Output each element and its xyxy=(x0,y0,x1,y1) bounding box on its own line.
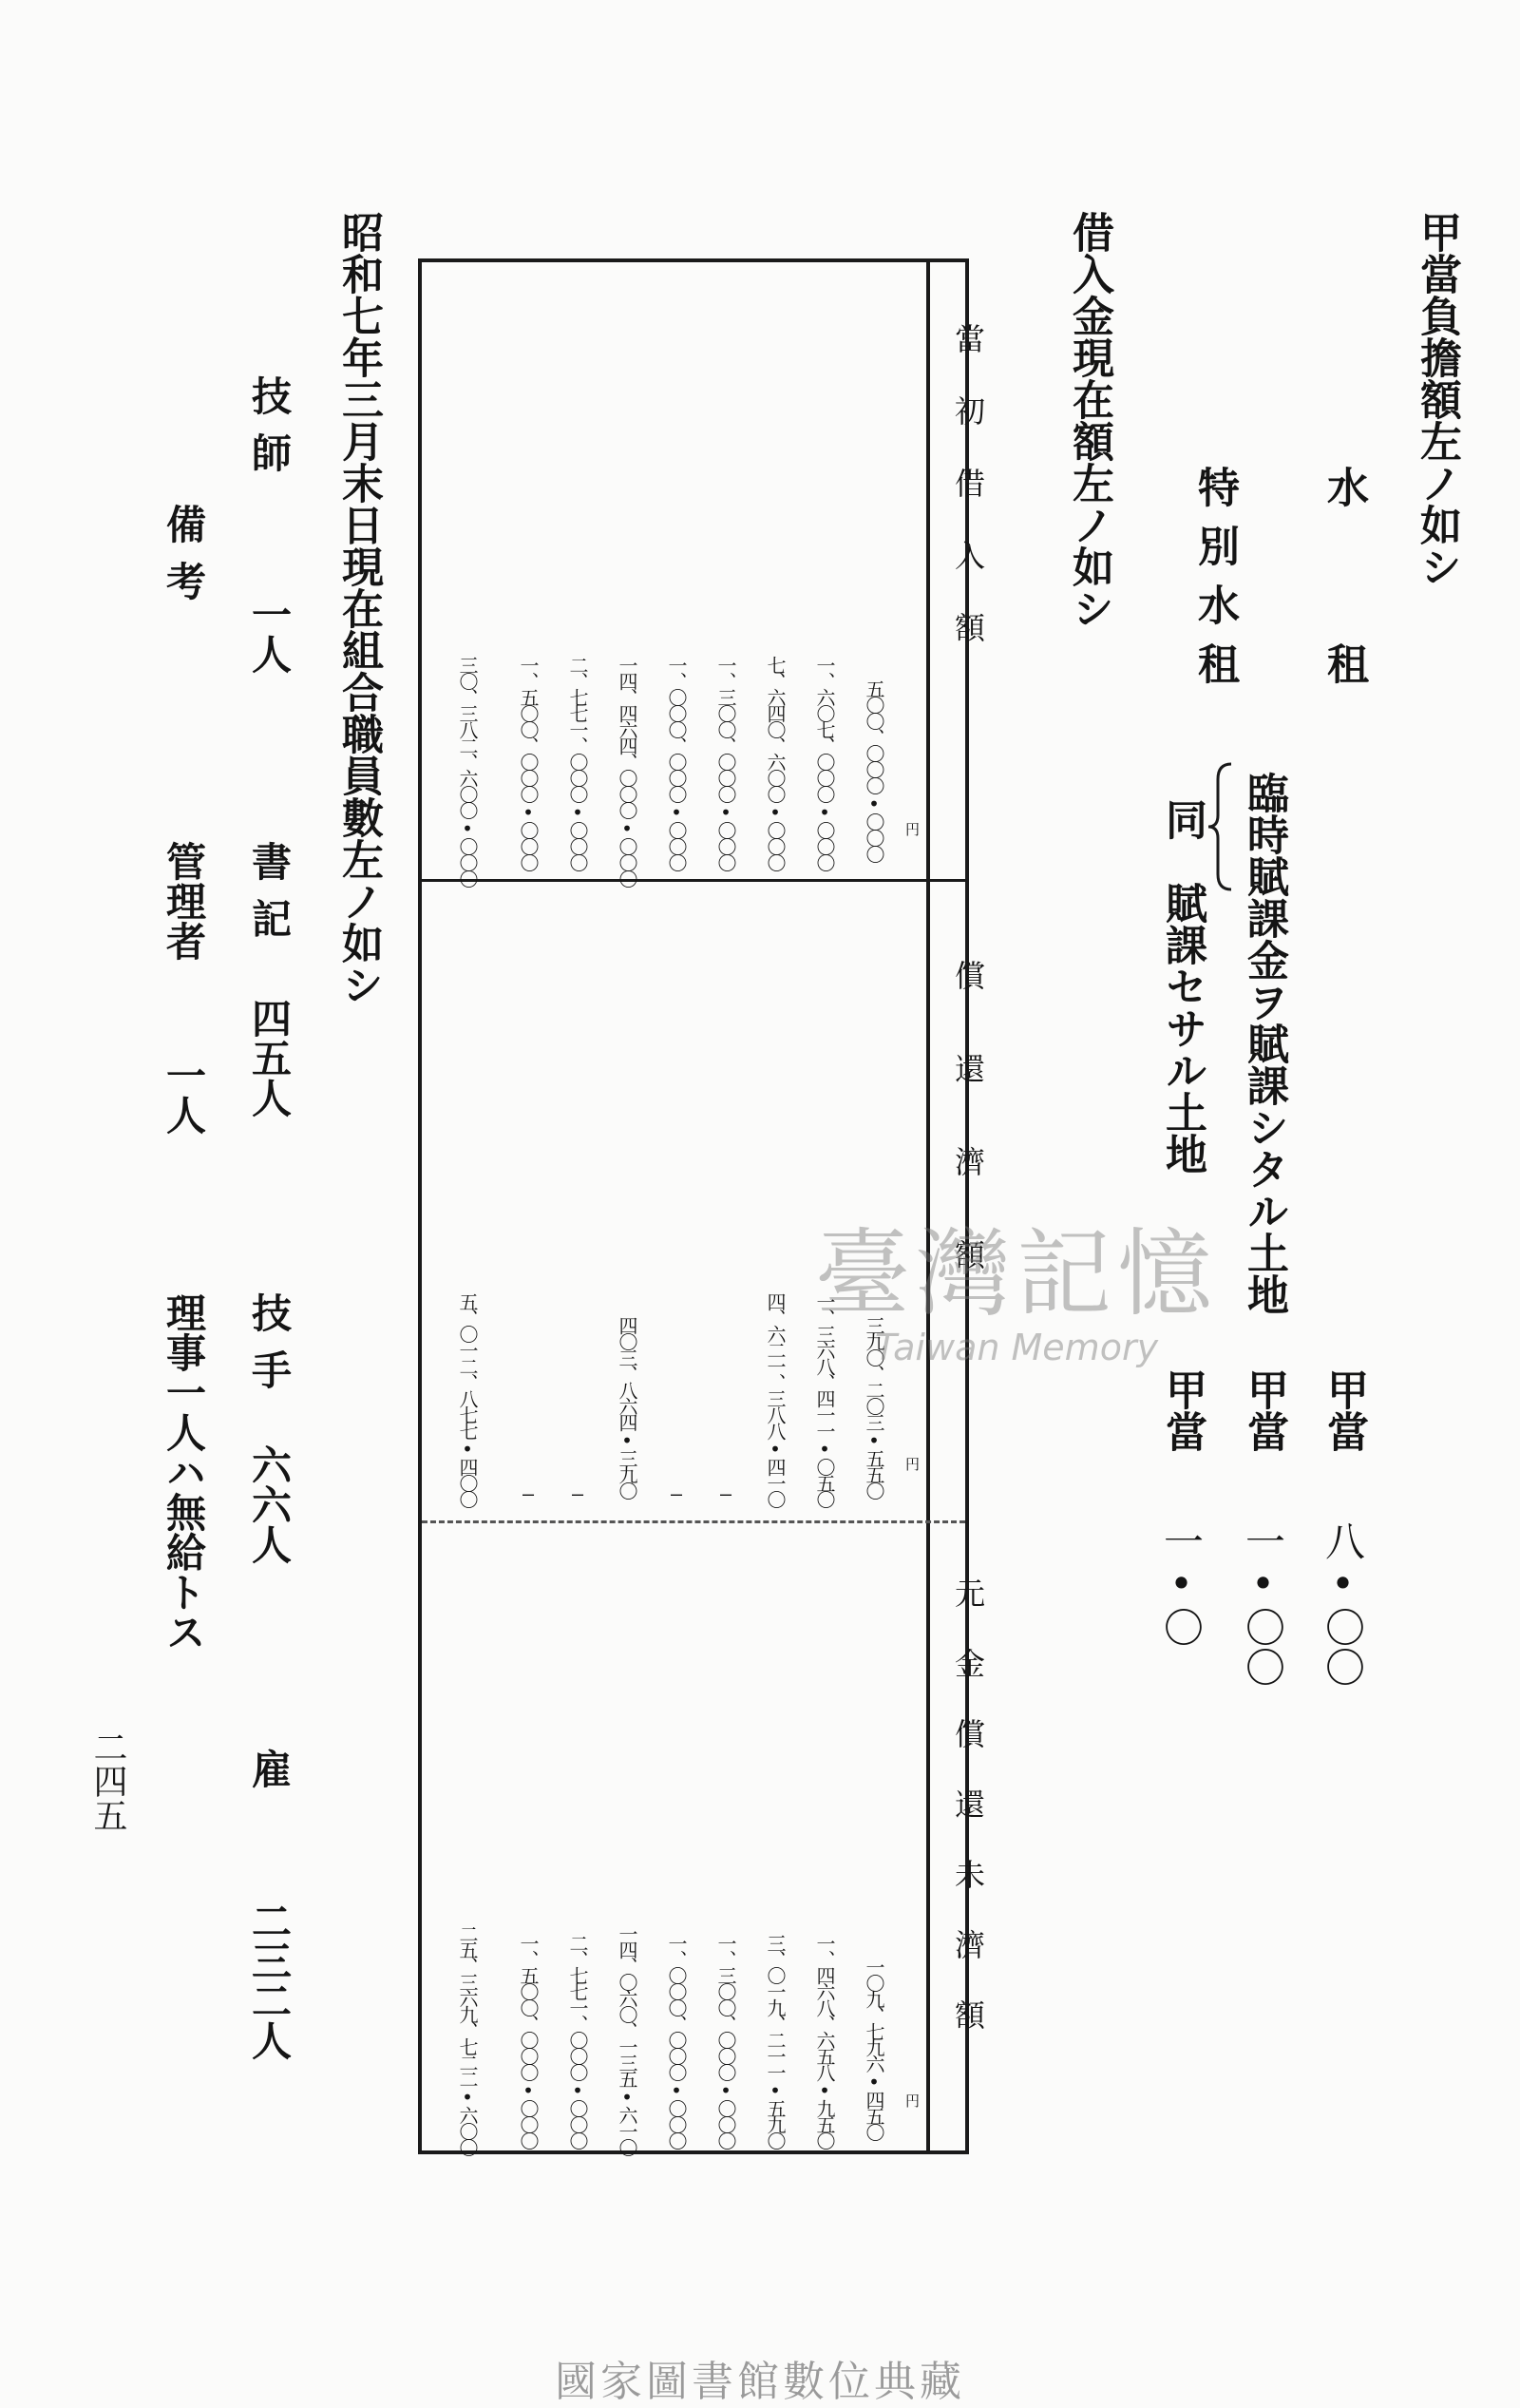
staff-clerk-label: 書記 xyxy=(246,841,293,955)
special-row-1-amount: 一•〇〇 xyxy=(1240,1520,1286,1687)
initial-loan-4: 一、三〇〇、〇〇〇•〇〇〇 xyxy=(714,656,737,870)
initial-loan-2: 一、六〇七、〇〇〇•〇〇〇 xyxy=(813,656,836,870)
manager-label: 管理者 xyxy=(161,841,207,961)
outstanding-6: 一四、〇六〇、一三五•六一〇 xyxy=(616,1924,638,2154)
manager-count: 一人 xyxy=(161,1055,207,1135)
special-row-1-label: 臨時賦課金ヲ賦課シタル土地 xyxy=(1240,772,1288,1315)
special-row-2-amount: 一•〇 xyxy=(1158,1520,1205,1647)
heading-staff: 昭和七年三月末日現在組合職員數左ノ如シ xyxy=(334,211,383,1005)
watermark-subtitle: Taiwan Memory xyxy=(874,1327,1159,1368)
outstanding-1: 一〇九、七九六•四五〇 xyxy=(863,1958,885,2139)
special-row-2-unit: 甲當 xyxy=(1158,1368,1206,1452)
heading-burden: 甲當負擔額左ノ如シ xyxy=(1413,211,1461,587)
staff-technician-count: 六六人 xyxy=(246,1444,293,1564)
yen-mark-col2: 円 xyxy=(905,1456,921,1473)
outstanding-7: 二、七七一、〇〇〇•〇〇〇 xyxy=(566,1934,589,2148)
special-fee-label: 特別水租 xyxy=(1190,466,1239,701)
director-note: 理事一人ハ無給トス xyxy=(161,1292,207,1652)
heading-loans: 借入金現在額左ノ如シ xyxy=(1065,211,1113,629)
staff-clerk-count: 四五人 xyxy=(246,998,293,1118)
staff-technician-label: 技手 xyxy=(246,1292,293,1406)
initial-loan-3: 七、六四〇、六〇〇•〇〇〇 xyxy=(764,656,787,870)
outstanding-2: 一、四六八、六五八•九五〇 xyxy=(813,1934,836,2148)
initial-loan-9: 三〇、三八二、六〇〇•〇〇〇 xyxy=(456,656,479,886)
initial-loan-5: 一、〇〇〇、〇〇〇•〇〇〇 xyxy=(665,656,688,870)
initial-loan-7: 二、七七一、〇〇〇•〇〇〇 xyxy=(566,656,589,870)
yen-mark-col1: 円 xyxy=(905,821,921,838)
outstanding-3: 三、〇一九、二一一•五九〇 xyxy=(764,1934,787,2148)
brace-icon xyxy=(1205,760,1239,893)
footer-credit: 國家圖書館數位典藏 xyxy=(555,2358,965,2406)
repaid-3: 四、六二一、三八八•四一〇 xyxy=(764,1292,787,1506)
staff-engineer-count: 一人 xyxy=(246,594,293,674)
initial-loan-1: 五〇〇、〇〇〇•〇〇〇 xyxy=(863,679,885,861)
outstanding-9: 二五、三六九、七二二•六〇〇 xyxy=(456,1924,479,2154)
header-outstanding: 元金償還未濟額 xyxy=(950,1577,986,2070)
outstanding-8: 一、五〇〇、〇〇〇•〇〇〇 xyxy=(517,1934,540,2148)
water-fee-amount: 八•〇〇 xyxy=(1320,1520,1366,1687)
repaid-9: 五、〇一二、八七七•四〇〇 xyxy=(456,1292,479,1506)
yen-mark-col3: 円 xyxy=(905,2093,921,2110)
remarks-label: 備考 xyxy=(161,504,207,618)
watermark-title: 臺灣記憶 xyxy=(815,1218,1218,1329)
special-row-2-label: 同 賦課セサル土地 xyxy=(1158,798,1206,1175)
page-number: 二四五 xyxy=(88,1730,127,1832)
initial-loan-8: 一、五〇〇、〇〇〇•〇〇〇 xyxy=(517,656,540,870)
repaid-5: — xyxy=(665,1482,688,1502)
staff-employee-count: 二三二人 xyxy=(246,1901,293,2060)
initial-loan-6: 一四、四六四、〇〇〇•〇〇〇 xyxy=(616,656,638,886)
outstanding-4: 一、三〇〇、〇〇〇•〇〇〇 xyxy=(714,1934,737,2148)
special-row-1-unit: 甲當 xyxy=(1240,1368,1288,1452)
outstanding-5: 一、〇〇〇、〇〇〇•〇〇〇 xyxy=(665,1934,688,2148)
staff-employee-label: 雇 xyxy=(246,1749,293,1788)
repaid-4: — xyxy=(714,1482,737,1502)
repaid-6: 四〇三、八六四•三九〇 xyxy=(616,1316,638,1498)
water-fee-unit: 甲當 xyxy=(1320,1368,1368,1452)
staff-engineer-label: 技師 xyxy=(246,375,293,489)
column-divider-2 xyxy=(422,1520,965,1523)
repaid-8: — xyxy=(517,1482,540,1502)
header-initial-loan: 當初借入額 xyxy=(950,323,986,684)
water-fee-label: 水 租 xyxy=(1320,466,1368,701)
repaid-2: 一、三六八、四一一•〇五〇 xyxy=(813,1292,836,1506)
watermark-logo xyxy=(750,1197,1282,1368)
column-divider-1 xyxy=(422,879,927,882)
repaid-1: 三九〇、二〇三•五五〇 xyxy=(863,1316,885,1498)
header-repaid: 償還濟額 xyxy=(950,960,986,1332)
column-divider-1b xyxy=(930,879,965,882)
repaid-7: — xyxy=(566,1482,589,1502)
